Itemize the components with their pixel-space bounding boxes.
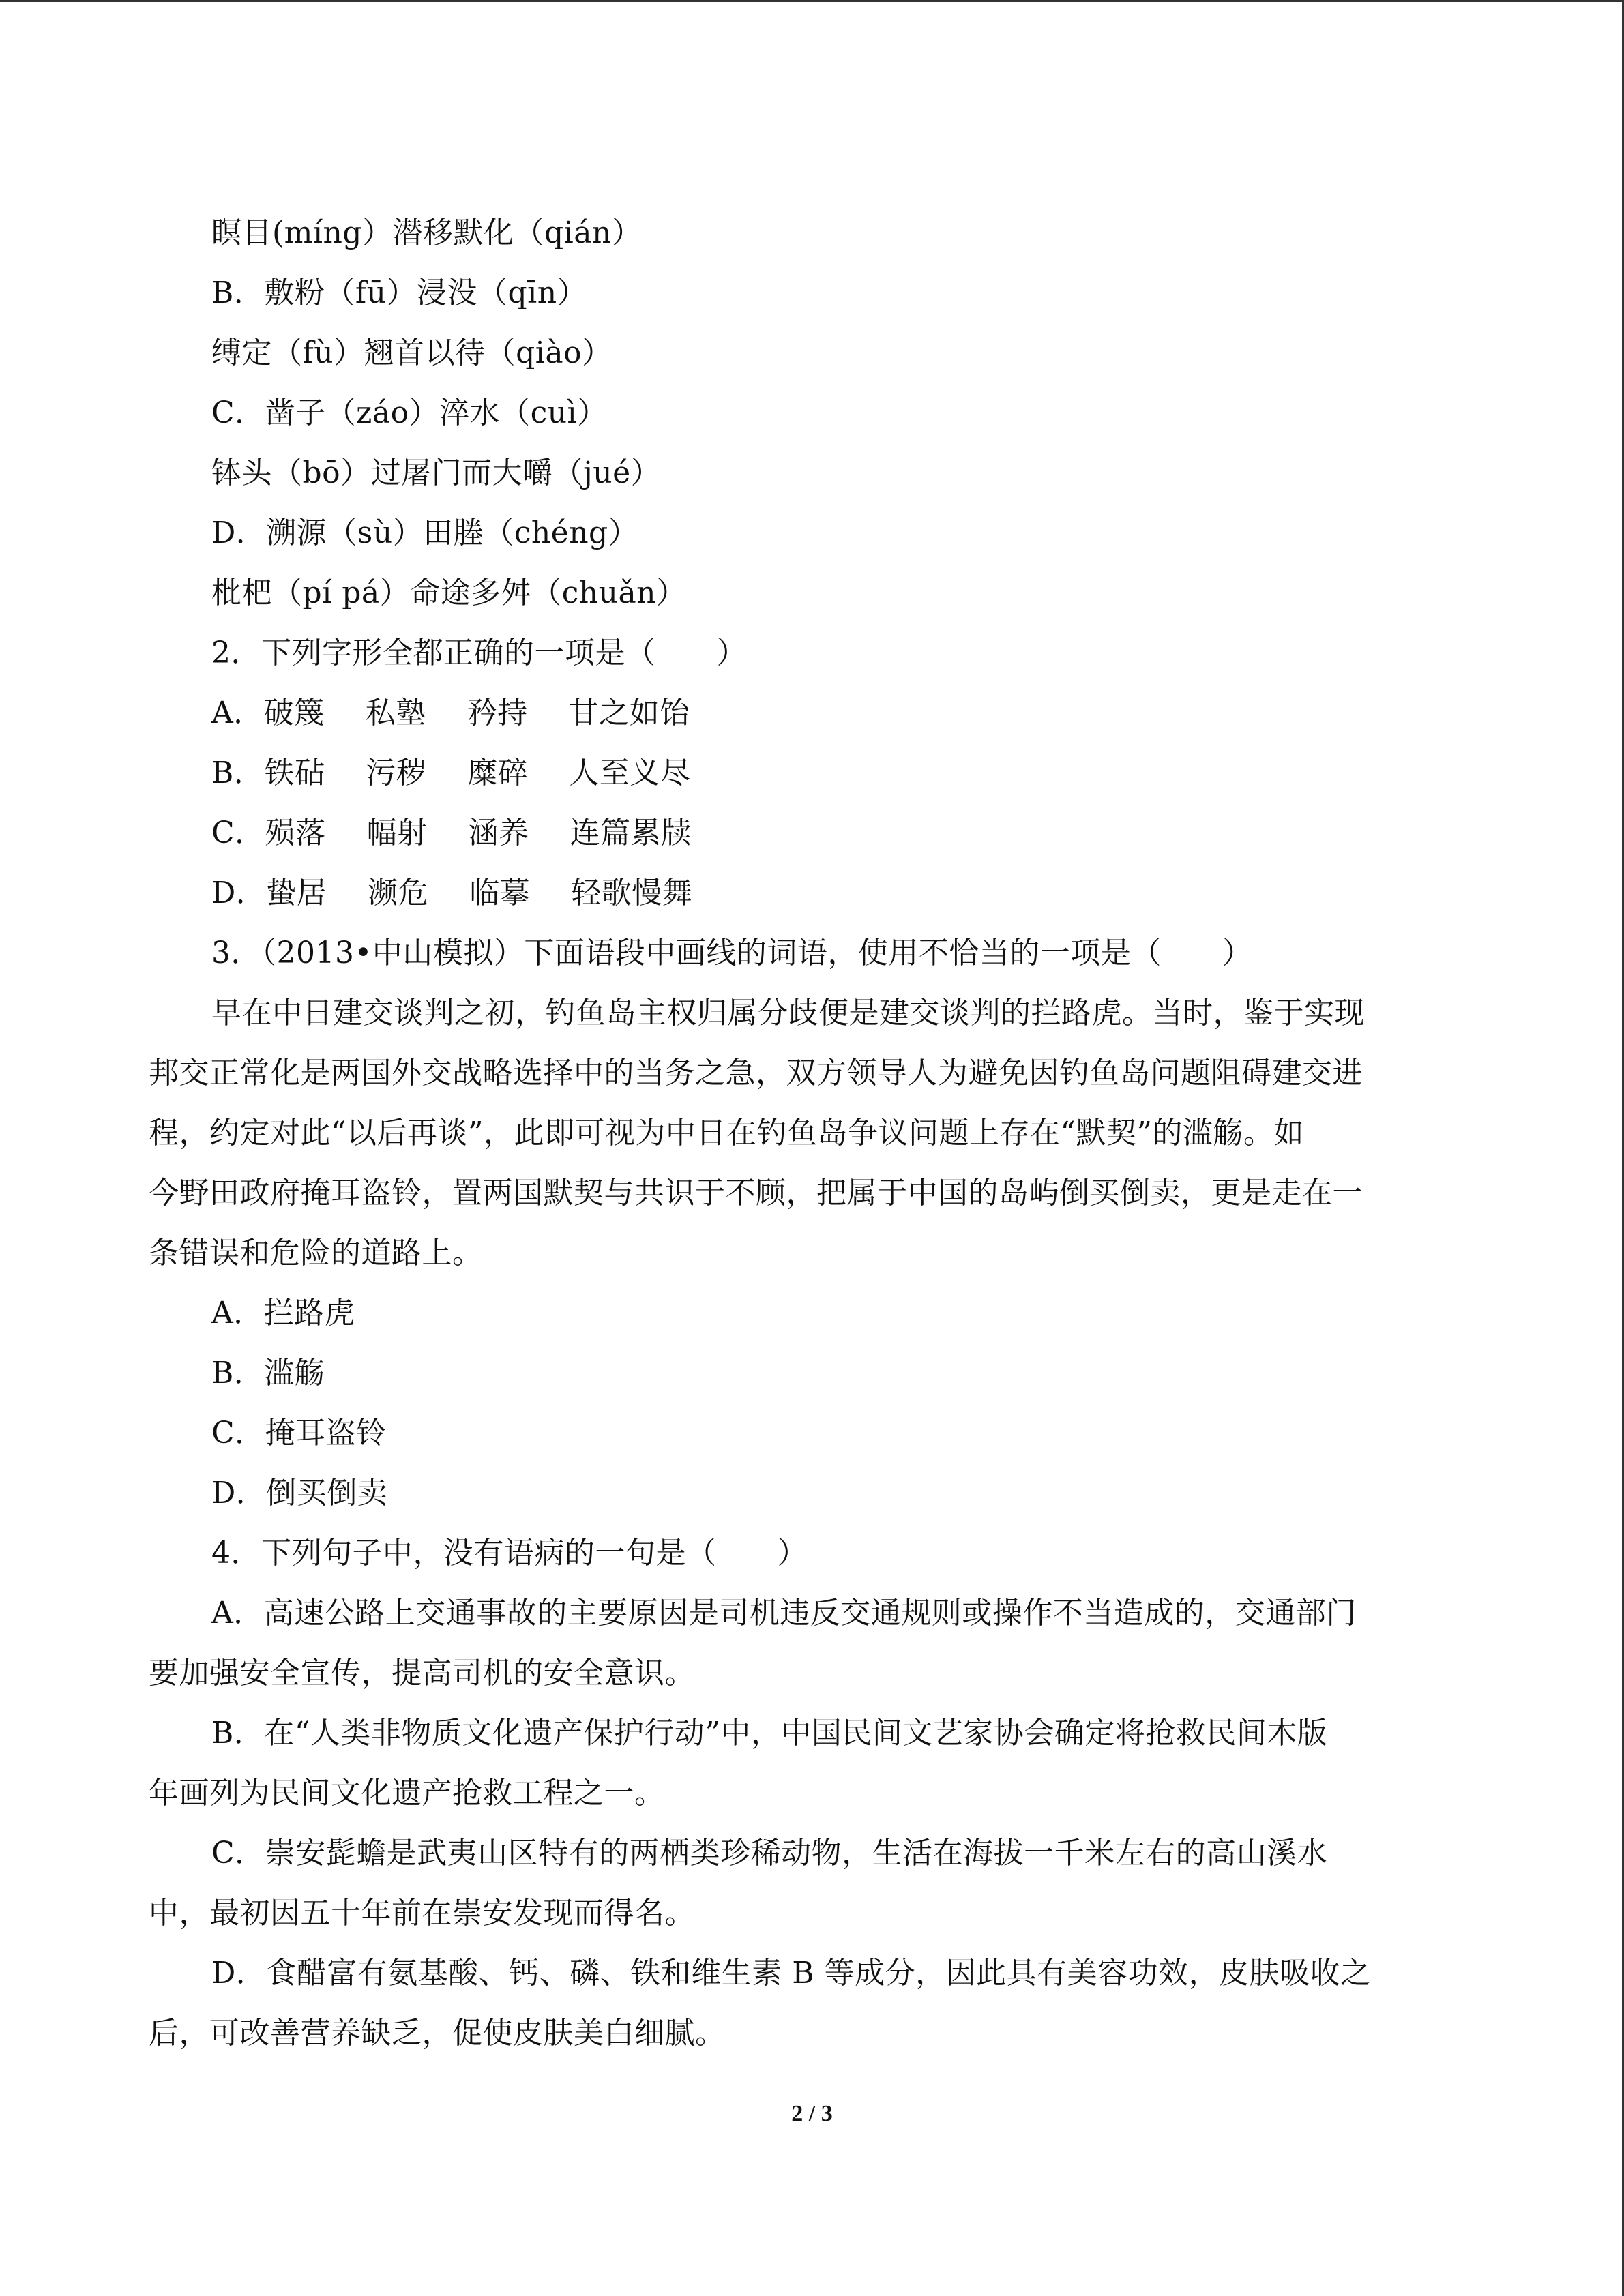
q2-option-a	[211, 693, 690, 734]
q4-stem: 4．下列句子中，没有语病的一句是（ ）	[211, 1536, 808, 1570]
q4-option-c-line1: C．崇安髭蟾是武夷山区特有的两栖类珍稀动物，生活在海拔一千米左右的高山溪水	[211, 1836, 1328, 1870]
option-word: 蛰居	[266, 876, 327, 910]
q3-passage-line: 邦交正常化是两国外交战略选择中的当务之急，双方领导人为避免因钓鱼岛问题阻碍建交进	[149, 1056, 1363, 1090]
option-word: 幅射	[366, 816, 428, 850]
q3-option-b: B．滥觞	[211, 1356, 325, 1390]
q1-option-b-line1: B．敷粉（fū）浸没（qīn）	[211, 275, 588, 310]
option-word: 污秽	[366, 756, 427, 790]
q2-option-b	[211, 753, 690, 794]
option-word: 殒落	[265, 816, 326, 850]
q4-option-b-line2: 年画列为民间文化遗产抢救工程之一。	[149, 1776, 665, 1810]
option-word: 糜碎	[467, 756, 529, 790]
option-word: 铁砧	[264, 756, 325, 790]
option-word: 矜持	[467, 696, 528, 730]
q2-option-c	[211, 813, 692, 854]
q1-option-d-line2: 枇杷（pí pá）命途多舛（chuǎn）	[211, 576, 687, 610]
q4-option-a-line1: A．高速公路上交通事故的主要原因是司机违反交通规则或操作不当造成的，交通部门	[211, 1596, 1357, 1630]
q1-option-c-line1: C．凿子（záo）淬水（cuì）	[211, 396, 608, 430]
q4-option-d-line1: D．食醋富有氨基酸、钙、磷、铁和维生素 B 等成分，因此具有美容功效，皮肤吸收之	[211, 1956, 1371, 1991]
option-label: D．	[211, 876, 267, 910]
option-word: 濒危	[368, 876, 429, 910]
option-word: 破篾	[263, 696, 325, 730]
q4-option-d-line2: 后，可改善营养缺乏，促使皮肤美白细腻。	[149, 2016, 726, 2051]
q2-option-d	[211, 873, 692, 914]
option-word: 连篇累牍	[570, 816, 692, 850]
q3-passage-line: 早在中日建交谈判之初，钓鱼岛主权归属分歧便是建交谈判的拦路虎。当时，鉴于实现	[211, 996, 1365, 1030]
option-word: 轻歌慢舞	[571, 876, 693, 910]
q3-passage-line: 程，约定对此“以后再谈”，此即可视为中日在钓鱼岛争议问题上存在“默契”的滥觞。如	[149, 1116, 1304, 1150]
q2-stem: 2．下列字形全都正确的一项是（ ）	[211, 636, 747, 670]
option-word: 甘之如饴	[568, 696, 690, 730]
q3-stem: 3．（2013•中山模拟）下面语段中画线的词语，使用不恰当的一项是（ ）	[211, 936, 1253, 970]
q4-option-b-line1: B．在“人类非物质文化遗产保护行动”中，中国民间文艺家协会确定将抢救民间木版	[211, 1716, 1328, 1750]
q3-passage-line: 条错误和危险的道路上。	[149, 1236, 483, 1270]
option-word: 涵养	[468, 816, 529, 850]
q3-option-a: A．拦路虎	[211, 1296, 355, 1330]
option-word: 临摹	[469, 876, 531, 910]
q1-option-b-line2: 缚定（fù）翘首以待（qiào）	[211, 336, 612, 370]
page-number: 2 / 3	[791, 2101, 833, 2126]
option-label: A．	[211, 696, 264, 730]
option-word: 私塾	[365, 696, 426, 730]
q1-option-d-line1: D．溯源（sù）田塍（chéng）	[211, 516, 639, 550]
q3-option-d: D．倒买倒卖	[211, 1476, 388, 1510]
q1-option-c-line2: 钵头（bō）过屠门而大嚼（jué）	[211, 456, 662, 490]
option-word: 人至义尽	[569, 756, 691, 790]
option-label: C．	[211, 816, 265, 850]
q3-option-c: C．掩耳盗铃	[211, 1416, 387, 1450]
q1-option-a-line2: 瞑目(míng）潜移默化（qián）	[211, 215, 643, 250]
q4-option-c-line2: 中，最初因五十年前在崇安发现而得名。	[149, 1896, 695, 1930]
option-label: B．	[211, 756, 265, 790]
q4-option-a-line2: 要加强安全宣传，提高司机的安全意识。	[149, 1656, 695, 1690]
q3-passage-line: 今野田政府掩耳盗铃，置两国默契与共识于不顾，把属于中国的岛屿倒买倒卖，更是走在一	[149, 1176, 1363, 1210]
